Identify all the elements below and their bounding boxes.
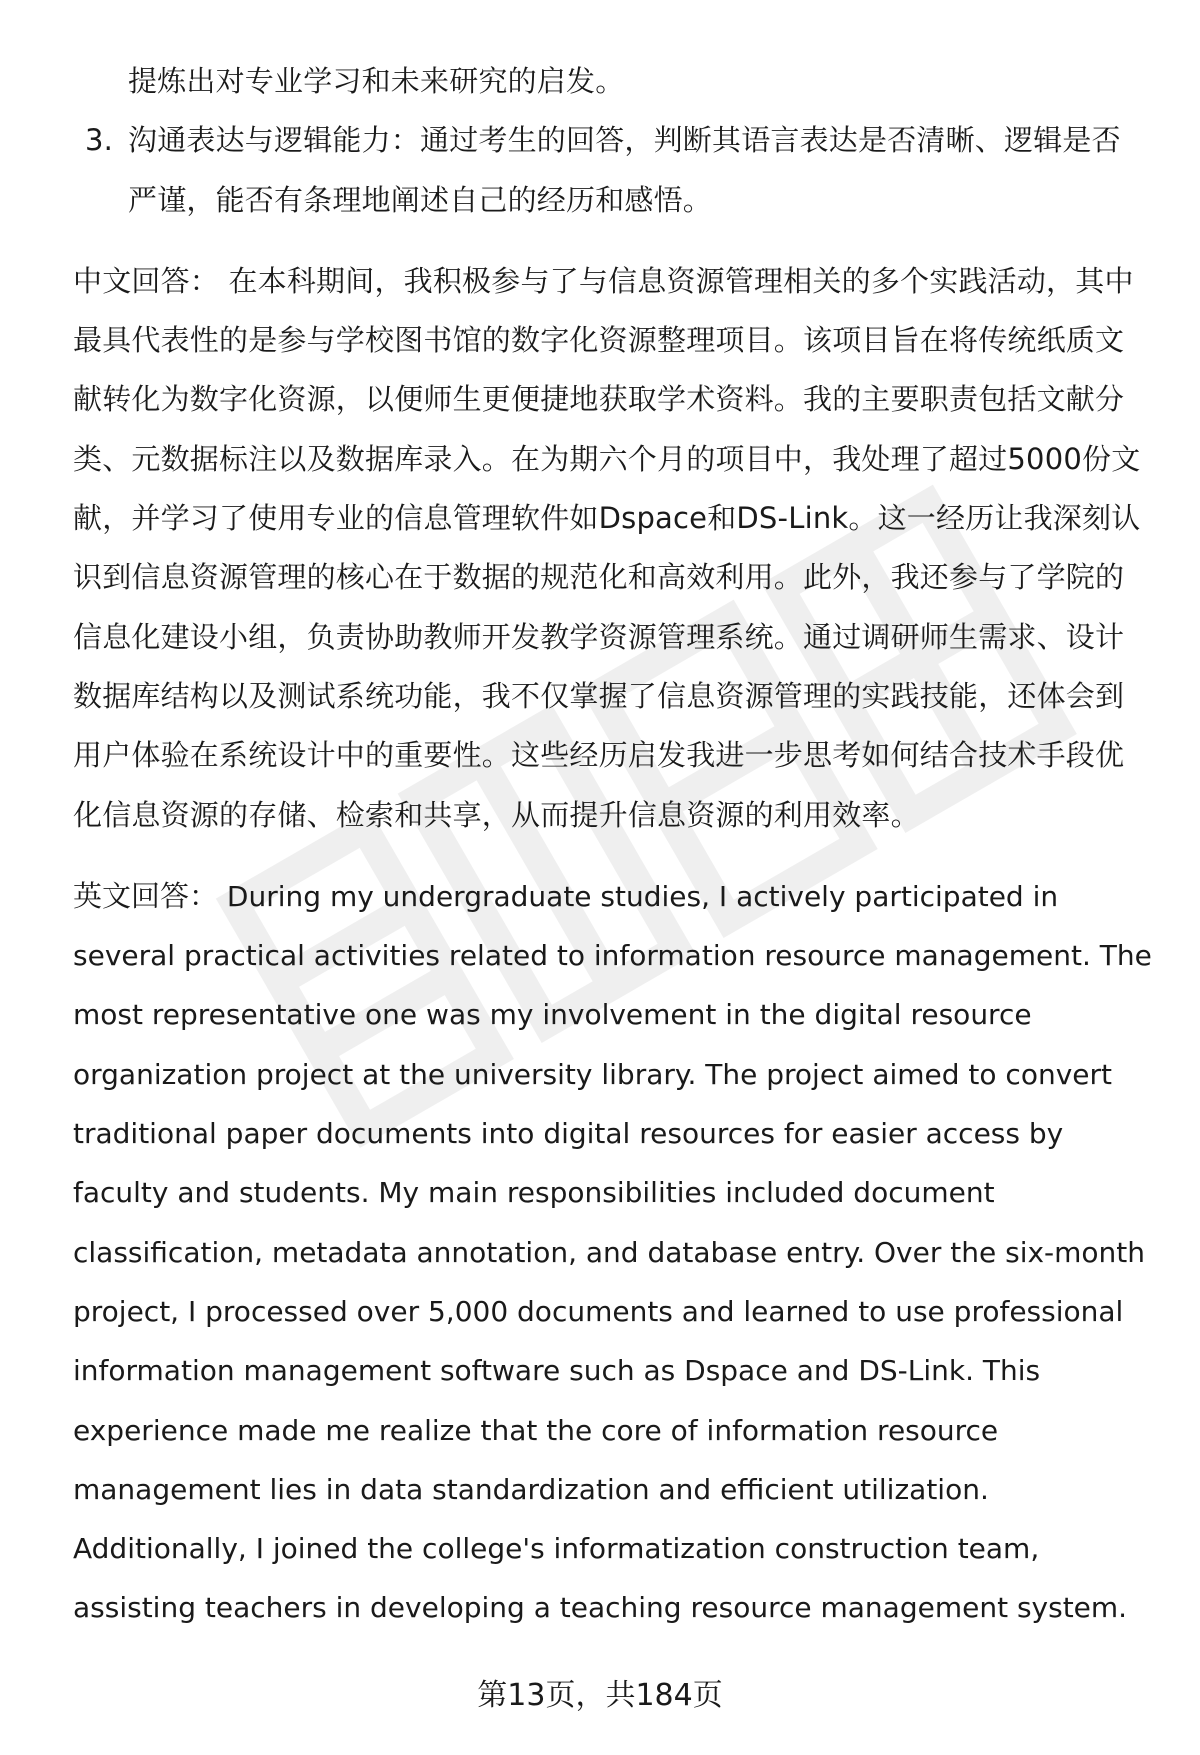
english-answer-line: information management software such as Dspace and DS-Link. This — [73, 1354, 1041, 1388]
chinese-answer-line: 化信息资源的存储、检索和共享，从而提升信息资源的利用效率。 — [73, 797, 920, 832]
chinese-answer-line: 识到信息资源管理的核心在于数据的规范化和高效利用。此外，我还参与了学院的 — [73, 560, 1125, 595]
chinese-answer-line: 数据库结构以及测试系统功能，我不仅掌握了信息资源管理的实践技能，还体会到 — [73, 678, 1125, 713]
list-item-text: 沟通表达与逻辑能力：通过考生的回答，判断其语言表达是否清晰、逻辑是否 — [128, 123, 1121, 158]
english-answer-line: experience made me realize that the core of information resource — [73, 1413, 999, 1447]
english-answer-line: classification, metadata annotation, and database entry. Over the six-month — [73, 1235, 1146, 1269]
chinese-answer-line: 信息化建设小组，负责协助教师开发教学资源管理系统。通过调研师生需求、设计 — [73, 619, 1125, 654]
chinese-answer-line: 类、元数据标注以及数据库录入。在为期六个月的项目中，我处理了超过5000份文 — [73, 441, 1141, 476]
english-answer-label: 英文回答： — [73, 878, 219, 913]
english-answer-line: traditional paper documents into digital resources for easier access by — [73, 1117, 1064, 1151]
chinese-answer-paragraph — [73, 252, 1163, 845]
english-answer-line: assisting teachers in developing a teaching resource management system. — [73, 1591, 1128, 1625]
english-answer-line: During my undergraduate studies, I actively participated in — [226, 879, 1059, 913]
chinese-answer-line: 献，并学习了使用专业的信息管理软件如Dspace和DS-Link。这一经历让我深刻认 — [73, 501, 1141, 536]
list-item-3-continuation: 严谨，能否有条理地阐述自己的经历和感悟。 — [128, 182, 713, 217]
english-answer-paragraph — [73, 867, 1163, 1638]
chinese-answer-line: 最具代表性的是参与学校图书馆的数字化资源整理项目。该项目旨在将传统纸质文 — [73, 323, 1125, 358]
english-answer-line: Additionally, I joined the college's informatization construction team, — [73, 1532, 1040, 1566]
chinese-answer-label: 中文回答： — [73, 263, 220, 298]
list-number: 3. — [85, 123, 114, 158]
english-answer-line: project, I processed over 5,000 documents and learned to use professional — [73, 1294, 1124, 1328]
document-body — [73, 52, 1163, 1638]
page-number-footer: 第13页，共184页 — [477, 1678, 723, 1713]
chinese-answer-line: 献转化为数字化资源，以便师生更便捷地获取学术资料。我的主要职责包括文献分 — [73, 382, 1125, 417]
chinese-answer-first-line — [73, 252, 1163, 311]
english-answer-first-line — [73, 867, 1163, 926]
chinese-answer-line: 在本科期间，我积极参与了与信息资源管理相关的多个实践活动，其中 — [228, 263, 1134, 298]
list-item-3 — [73, 111, 1163, 170]
english-answer-line: organization project at the university library. The project aimed to convert — [73, 1057, 1112, 1091]
english-answer-line: several practical activities related to information resource management. The — [73, 939, 1152, 973]
english-answer-line: most representative one was my involvement in the digital resource — [73, 998, 1032, 1032]
english-answer-line: management lies in data standardization and efficient utilization. — [73, 1472, 989, 1506]
chinese-answer-line: 用户体验在系统设计中的重要性。这些经历启发我进一步思考如何结合技术手段优 — [73, 738, 1125, 773]
english-answer-line: faculty and students. My main responsibilities included document — [73, 1176, 995, 1210]
continuation-line: 提炼出对专业学习和未来研究的启发。 — [128, 64, 625, 98]
